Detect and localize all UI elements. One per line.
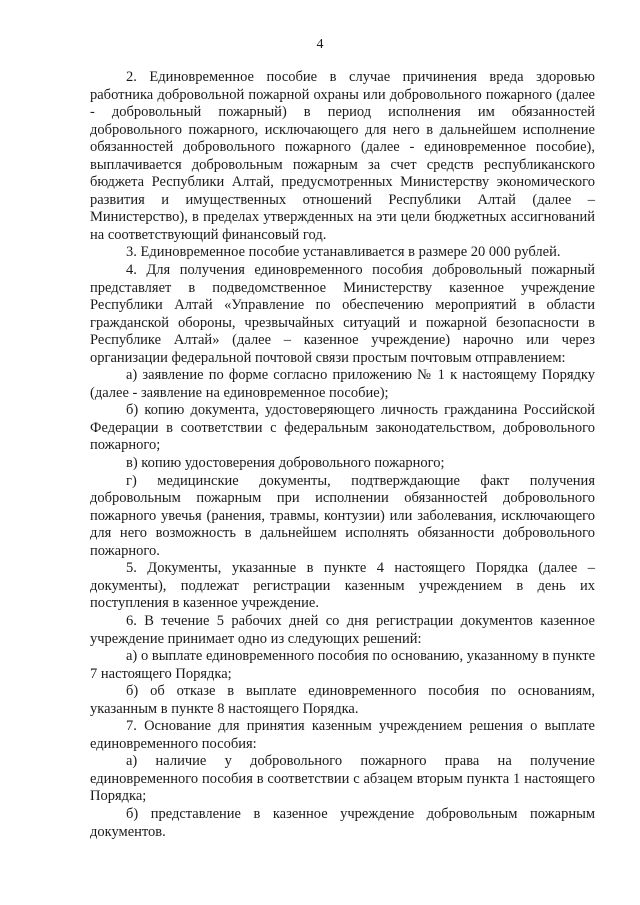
list-item-7b-submission: б) представление в казенное учреждение добровольным пожарным документов. <box>90 805 595 840</box>
paragraph-2-disability-benefit: 2. Единовременное пособие в случае причинения вреда здоровью работника добровольной пожарной охраны или добровольного пожарного (далее - добровольный пожарный) в период исполнения им обязанностей добровольного пожарного, исключающего для него в дальнейшем исполнение обязанностей добровольного пожарного (далее - единовременное пособие), выплачивается добровольным пожарным за счет средств республиканского бюджета Республики Алтай, предусмотренных Министерству экономического развития и имущественных отношений Республики Алтай (далее – Министерство), в пределах утвержденных на эти цели бюджетных ассигнований на соответствующий финансовый год. <box>90 69 595 243</box>
list-item-4d-medical-documents: г) медицинские документы, подтверждающие факт получения добровольным пожарным при исполнении обязанностей добровольного пожарного увечья (ранения, травмы, контузии) или заболевания, исключающего для него возможность в дальнейшем исполнять обязанности добровольного пожарного. <box>90 472 595 559</box>
paragraph-6-decision: 6. В течение 5 рабочих дней со дня регистрации документов казенное учреждение принимает одно из следующих решений: <box>90 612 595 647</box>
list-item-4b-identity-copy: б) копию документа, удостоверяющего личность гражданина Российской Федерации в соответствии с федеральным законодательством, добровольного пожарного; <box>90 402 595 454</box>
paragraph-3-benefit-amount: 3. Единовременное пособие устанавливается в размере 20 000 рублей. <box>126 244 561 261</box>
document-body <box>90 69 595 841</box>
paragraph-5-registration: 5. Документы, указанные в пункте 4 настоящего Порядка (далее – документы), подлежат регистрации казенным учреждением в день их поступления в казенное учреждение. <box>90 560 595 612</box>
list-item-7a-right: а) наличие у добровольного пожарного права на получение единовременного пособия в соответствии с абзацем вторым пункта 1 настоящего Порядка; <box>90 753 595 805</box>
list-item-4c-certificate-copy: в) копию удостоверения добровольного пожарного; <box>126 455 445 472</box>
list-item-6b-refusal: б) об отказе в выплате единовременного пособия по основаниям, указанным в пункте 8 настоящего Порядка. <box>90 683 595 717</box>
list-item-6a-payment: а) о выплате единовременного пособия по основанию, указанному в пункте 7 настоящего Порядка; <box>90 648 595 682</box>
list-item-4a-application: а) заявление по форме согласно приложению № 1 к настоящему Порядку (далее - заявление на единовременное пособие); <box>90 367 595 401</box>
page-number: 4 <box>316 37 324 52</box>
paragraph-4-submission: 4. Для получения единовременного пособия добровольный пожарный представляет в подведомственное Министерству казенное учреждение Республики Алтай «Управление по обеспечению мероприятий в области гражданской обороны, чрезвычайных ситуаций и пожарной безопасности в Республике Алтай» (далее – казенное учреждение) нарочно или через организации федеральной почтовой связи простым почтовым отправлением: <box>90 262 595 366</box>
paragraph-7-grounds: 7. Основание для принятия казенным учреждением решения о выплате единовременного пособия: <box>90 718 595 752</box>
